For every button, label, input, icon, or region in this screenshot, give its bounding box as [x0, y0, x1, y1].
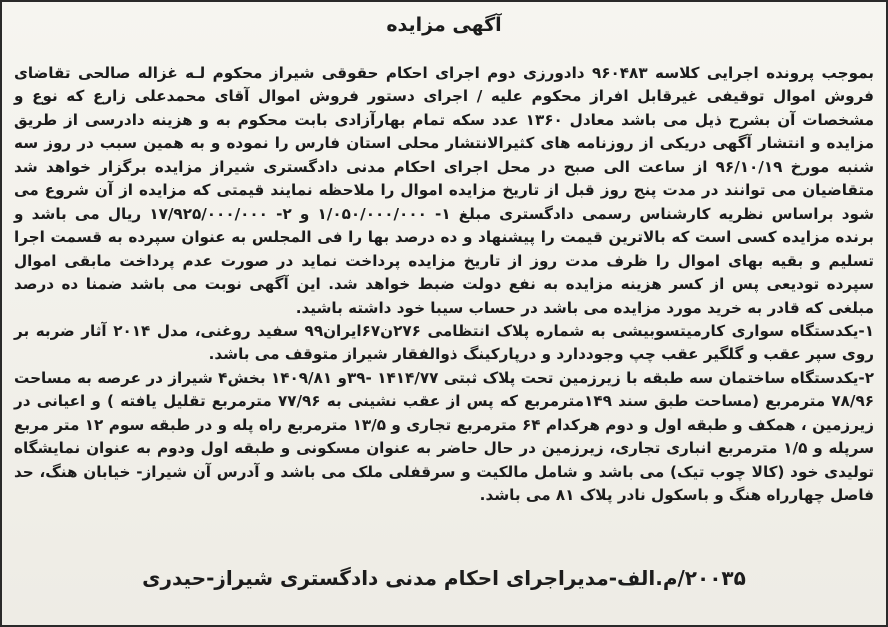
notice-item-building: ۲-یکدستگاه ساختمان سه طبقه با زیرزمین تحت پلاک ثبتی ۱۴۱۴/۷۷ -۳۹و ۱۴۰۹/۸۱ بخش۴ شیراز در عرصه به مساحت ۷۸/۹۶ مترمربع (مساحت طبق سند ۱۴۹مترمربع که پس از عقب نشینی به ۷۷/۹۶ مترمربع تقلیل یافته ) و اعیانی در زیرزمین ، همکف و طبقه اول و دوم هرکدام ۶۴ مترمربع تجاری و ۱۳/۵ مترمربع راه پله و در طبقه سوم ۱۲ متر مربع سرپله و ۱/۵ مترمربع انباری تجاری، زیرزمین در حال حاضر به عنوان مسکونی و طبقه اول ودوم به عنوان نمایشگاه تولیدی خود (کالا چوب تیک) می باشد و شامل مالکیت و سرقفلی ملک می باشد و آدرس آن شیراز- خیابان هنگ، حد فاصل چهارراه هنگ و باسکول نادر پلاک ۸۱ می باشد. — [14, 368, 875, 505]
notice-item-car: ۱-یکدستگاه سواری کارمیتسوبیشی به شماره پلاک انتظامی ۲۷۶ن۶۷ایران۹۹ سفید روغنی، مدل ۲۰۱۴ آثار ضربه بر روی سپر عقب و گلگیر عقب چپ وجوددارد و درپارکینگ ذوالفقار شیراز متوقف می باشد. — [14, 321, 874, 364]
notice-signature: ۲۰۰۳۵/م.الف-مدیراجرای احکام مدنی دادگستری شیراز-حیدری — [142, 566, 746, 590]
notice-intro-paragraph: بموجب پرونده اجرایی کلاسه ۹۶۰۴۸۳ دادورزی دوم اجرای احکام حقوقی شیراز محکوم لـه غزاله صالحی تقاضای فروش اموال توقیفی غیرقابل افراز محکوم علیه / اجرای دستور فروش اموال آقای محمدعلی زارع که نوع و مشخصات آن بشرح ذیل می باشد معادل ۱۳۶۰ عدد سکه تمام بهارآزادی بابت محکوم به و هزینه دادرسی از طریق مزایده و انتشار آگهی دریکی از روزنامه های کثیرالانتشار محلی استان فارس را نموده و به همین سبب در روز سه شنبه مورخ ۹۶/۱۰/۱۹ از ساعت الی صبح در محل اجرای احکام مدنی دادگستری شیراز مزایده برگزار خواهد شد متقاضیان می توانند در مدت پنج روز قبل از تاریخ مزایده اموال را ملاحظه نمایند قیمتی که مزایده از آن شروع می شود براساس نظریه کارشناس رسمی دادگستری مبلغ ۱- ۱/۰۵۰/۰۰۰/۰۰۰ و ۲- ۱۷/۹۲۵/۰۰۰/۰۰۰ ریال می باشد و برنده مزایده کسی است که بالاترین قیمت را پیشنهاد و ده درصد بها را فی المجلس به عنوان سپرده به قسمت اجرا تسلیم و بقیه بهای اموال را ظرف مدت روز از تاریخ مزایده پرداخت نماید در صورت عدم پرداخت مابقی اموال سپرده تودیعی پس از کسر هزینه مزایده به نفع دولت ضبط خواهد شد. این آگهی نوبت می باشد ضمنا ده درصد مبلغی که قادر به خرید مورد مزایده می باشد در حساب سیبا خود داشته باشید. — [14, 64, 875, 317]
notice-title: آگهی مزایده — [386, 14, 502, 36]
notice-body — [14, 62, 874, 508]
